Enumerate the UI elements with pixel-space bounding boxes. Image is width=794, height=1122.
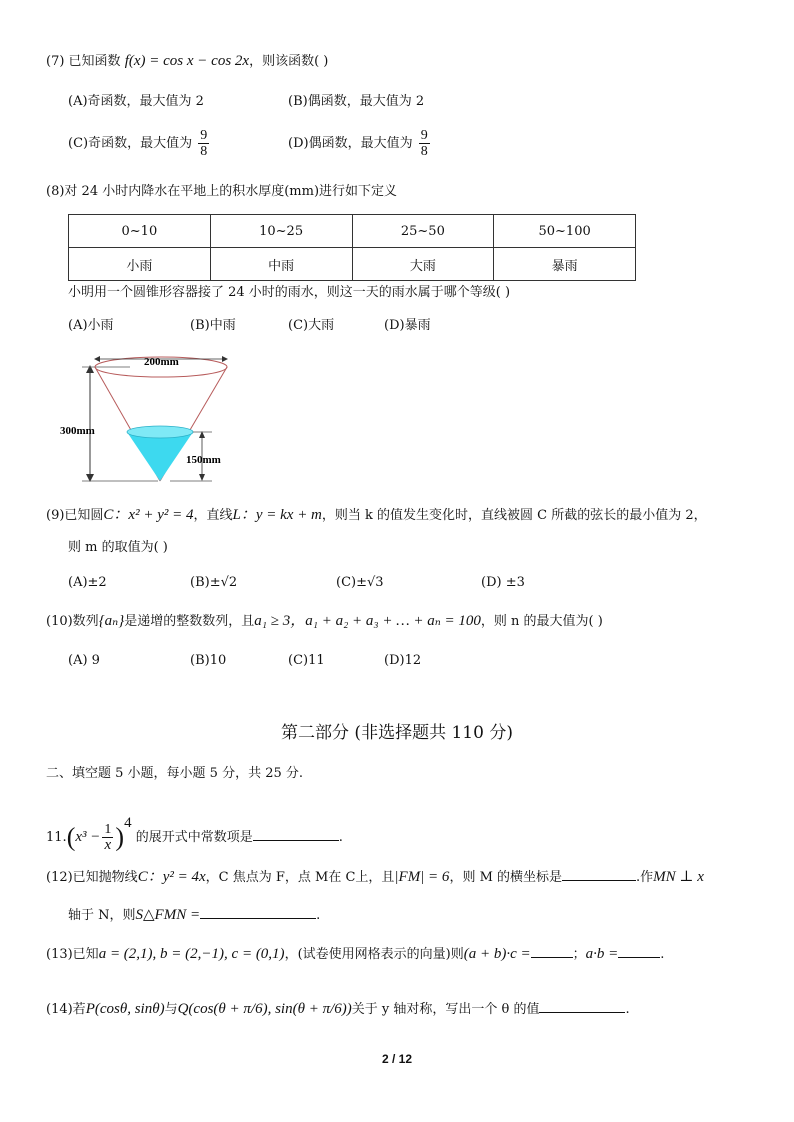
q10-option-b: (B)10 bbox=[190, 653, 227, 668]
right-paren: ) bbox=[115, 822, 125, 852]
rainfall-table bbox=[68, 214, 636, 281]
q14-stem-post: 关于 y 轴对称，写出一个 θ 的值 bbox=[351, 1002, 540, 1017]
q14-stem-mid: 与 bbox=[164, 1002, 178, 1017]
table-row bbox=[69, 248, 636, 281]
q9-option-b: (B)±√2 bbox=[190, 575, 238, 590]
q8-option-a: (A)小雨 bbox=[68, 318, 114, 333]
q12-stem-pre: (12)已知抛物线 bbox=[46, 870, 138, 885]
q12-stem-mid3: .作 bbox=[636, 870, 654, 885]
q13-expression-1: (a + b)·c = bbox=[463, 946, 531, 962]
cone-container-figure bbox=[60, 345, 260, 490]
q13-stem-pre: (13)已知 bbox=[46, 947, 99, 962]
q14-answer-blank[interactable] bbox=[539, 998, 625, 1013]
table-row bbox=[69, 215, 636, 248]
table-cell-level: 小雨 bbox=[69, 248, 211, 281]
q12-stem-mid2: ，则 M 的横坐标是 bbox=[449, 870, 563, 885]
q10-option-a: (A) 9 bbox=[68, 653, 100, 668]
q12-stem bbox=[46, 866, 704, 887]
q7-option-a: (A)奇函数，最大值为 2 bbox=[68, 94, 204, 109]
q10-stem-mid: 是递增的整数数列，且 bbox=[124, 614, 255, 629]
q12-stem-mid: ，C 焦点为 F，点 M在 C上，且 bbox=[205, 870, 395, 885]
q12-line2-pre: 轴于 N，则 bbox=[68, 908, 136, 923]
arrow-left-icon bbox=[94, 356, 100, 362]
fraction-numerator: 9 bbox=[420, 128, 428, 143]
fraction-numerator: 1 bbox=[104, 822, 112, 837]
q7-option-c-text: (C)奇函数，最大值为 bbox=[68, 136, 193, 151]
q10-option-d: (D)12 bbox=[384, 653, 422, 668]
q8-stem: (8)对 24 小时内降水在平地上的积水厚度(mm)进行如下定义 bbox=[46, 184, 398, 199]
page-number: 2 / 12 bbox=[381, 1052, 413, 1066]
table-cell-level: 暴雨 bbox=[494, 248, 636, 281]
left-paren: ( bbox=[66, 822, 76, 852]
arrow-down-icon bbox=[199, 474, 205, 481]
part2-title: 第二部分 (非选择题共 110 分) bbox=[281, 723, 513, 743]
q7-option-d-fraction bbox=[419, 128, 430, 159]
q9-stem-line2: 则 m 的取值为( ) bbox=[68, 540, 168, 555]
q11-number: 11. bbox=[46, 830, 67, 845]
label-water-height: 150mm bbox=[186, 454, 221, 466]
q8-question: 小明用一个圆锥形容器接了 24 小时的雨水，则这一天的雨水属于哪个等级( ) bbox=[68, 285, 511, 300]
q7-stem-post: ，则该函数( ) bbox=[249, 54, 329, 69]
table-cell-range: 0~10 bbox=[69, 215, 211, 248]
q11-fraction bbox=[102, 822, 113, 853]
q13-answer-blank-2[interactable] bbox=[618, 943, 660, 958]
q8-option-c: (C)大雨 bbox=[288, 318, 335, 333]
q11-text: 的展开式中常数项是 bbox=[135, 830, 253, 845]
q14-end: . bbox=[625, 1002, 630, 1017]
q12-end: . bbox=[316, 908, 321, 923]
q12-stem-line2 bbox=[68, 904, 320, 925]
q9-option-c: (C)±√3 bbox=[336, 575, 384, 590]
q11-end: . bbox=[338, 830, 343, 845]
q12-perpendicular: MN ⊥ x bbox=[653, 869, 704, 885]
q11-expression: x³ − bbox=[75, 829, 101, 845]
fraction-numerator: 9 bbox=[200, 128, 208, 143]
q13-answer-blank-1[interactable] bbox=[531, 943, 573, 958]
q13-stem-mid: ，(试卷使用网格表示的向量)则 bbox=[284, 947, 464, 962]
q7-option-c-fraction bbox=[198, 128, 209, 159]
q13-stem bbox=[46, 943, 664, 964]
water-body bbox=[127, 432, 193, 481]
table-cell-range: 25~50 bbox=[352, 215, 494, 248]
q9-stem-pre: (9)已知圆 bbox=[46, 508, 104, 523]
q12-area: S△FMN = bbox=[135, 907, 201, 923]
q9-stem bbox=[46, 506, 707, 525]
q12-condition: |FM| = 6 bbox=[394, 869, 450, 885]
q9-stem-post: ，则当 k 的值发生变化时，直线被圆 C 所截的弦长的最小值为 2， bbox=[321, 508, 707, 523]
q10-option-c: (C)11 bbox=[288, 653, 325, 668]
q13-vectors: a = (2,1), b = (2,−1), c = (0,1) bbox=[98, 946, 285, 962]
q9-option-a: (A)±2 bbox=[68, 575, 107, 590]
q9-stem-mid: ，直线 bbox=[193, 508, 233, 523]
q7-option-d bbox=[288, 128, 432, 159]
table-cell-range: 10~25 bbox=[210, 215, 352, 248]
q13-separator: ； bbox=[572, 947, 586, 962]
q9-option-d: (D) ±3 bbox=[481, 575, 525, 590]
q9-line-equation: L：y = kx + m bbox=[232, 507, 322, 523]
q7-option-b: (B)偶函数，最大值为 2 bbox=[288, 94, 425, 109]
q10-stem-post: ，则 n 的最大值为( ) bbox=[480, 614, 603, 629]
q14-point-p: P(cosθ, sinθ) bbox=[85, 1001, 165, 1017]
q7-function: f(x) = cos x − cos 2x bbox=[124, 53, 250, 69]
label-top-width: 200mm bbox=[144, 356, 179, 368]
table-cell-level: 中雨 bbox=[210, 248, 352, 281]
q14-stem bbox=[46, 998, 630, 1019]
table-cell-level: 大雨 bbox=[352, 248, 494, 281]
q8-option-b: (B)中雨 bbox=[190, 318, 236, 333]
q11-power: 4 bbox=[124, 815, 132, 831]
q13-end: . bbox=[660, 947, 665, 962]
q12-answer-blank-2[interactable] bbox=[200, 904, 316, 919]
q14-point-q: Q(cos(θ + π/6), sin(θ + π/6)) bbox=[177, 1001, 352, 1017]
fraction-denominator: x bbox=[104, 837, 112, 853]
q11-answer-blank[interactable] bbox=[253, 826, 339, 841]
q14-stem-pre: (14)若 bbox=[46, 1002, 86, 1017]
fraction-denominator: 8 bbox=[200, 144, 208, 159]
q10-stem bbox=[46, 612, 603, 631]
arrow-up-icon bbox=[86, 365, 94, 373]
arrow-right-icon bbox=[222, 356, 228, 362]
q10-sequence: {aₙ} bbox=[98, 613, 125, 629]
q7-stem-pre: (7) 已知函数 bbox=[46, 54, 121, 69]
q7-stem bbox=[46, 52, 328, 71]
q8-option-d: (D)暴雨 bbox=[384, 318, 431, 333]
fill-in-intro: 二、填空题 5 小题，每小题 5 分，共 25 分. bbox=[46, 766, 304, 781]
fraction-denominator: 8 bbox=[420, 144, 428, 159]
q13-expression-2: a·b = bbox=[585, 946, 619, 962]
q12-parabola: C：y² = 4x bbox=[137, 869, 206, 885]
label-height: 300mm bbox=[60, 425, 95, 437]
q9-circle-equation: C：x² + y² = 4 bbox=[103, 507, 194, 523]
q7-option-d-text: (D)偶函数，最大值为 bbox=[288, 136, 413, 151]
water-surface bbox=[127, 426, 193, 438]
q10-condition: a₁ ≥ 3，a₁ + a₂ + a₃ + … + aₙ = 100 bbox=[254, 613, 481, 629]
q11-stem bbox=[46, 806, 343, 853]
q7-option-c bbox=[68, 128, 211, 159]
table-cell-range: 50~100 bbox=[494, 215, 636, 248]
q10-stem-pre: (10)数列 bbox=[46, 614, 99, 629]
q12-answer-blank-1[interactable] bbox=[562, 866, 636, 881]
